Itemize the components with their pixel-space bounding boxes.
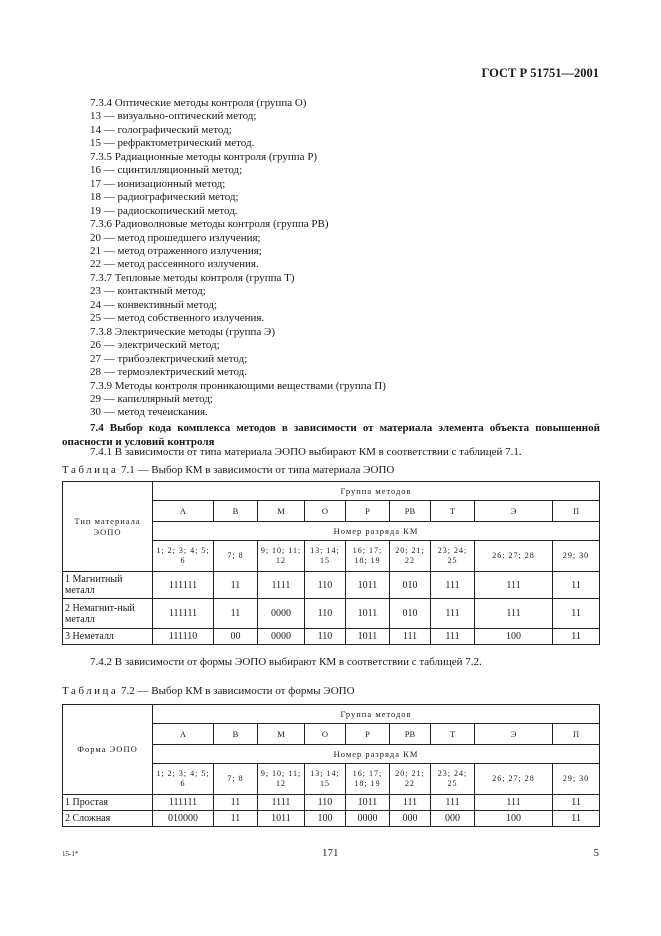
rank-cell: 26; 27; 28	[475, 764, 553, 795]
first-column-header: Форма ЭОПО	[63, 705, 153, 795]
table-row	[63, 572, 600, 599]
table-row	[63, 811, 600, 827]
page-number-right: 5	[593, 847, 599, 859]
group-letter-cell: РВ	[390, 501, 431, 522]
table-7-2	[62, 704, 600, 827]
rank-number-header: Номер разряда КМ	[153, 522, 600, 541]
rank-cell: 9; 10; 11; 12	[258, 541, 305, 572]
group-letter-cell: Т	[431, 501, 475, 522]
rank-cell: 7; 8	[214, 541, 258, 572]
code-cell: 1011	[258, 811, 305, 827]
list-line: 26 — электрический метод;	[90, 339, 220, 352]
group-letter-cell: М	[258, 724, 305, 745]
group-letter-cell: М	[258, 501, 305, 522]
code-cell: 11	[214, 811, 258, 827]
group-letter-cell: А	[153, 724, 214, 745]
code-cell: 111	[475, 572, 553, 599]
list-line: 14 — голографический метод;	[90, 123, 232, 136]
code-cell: 11	[553, 811, 600, 827]
rank-cell: 23; 24; 25	[431, 541, 475, 572]
code-cell: 111	[390, 629, 431, 645]
list-line: 17 — ионизационный метод;	[90, 177, 226, 190]
rank-cell: 29; 30	[553, 541, 600, 572]
table-row	[63, 795, 600, 811]
code-cell: 111	[431, 629, 475, 645]
list-line: 16 — сцинтилляционный метод;	[90, 164, 243, 177]
list-line: 30 — метод течеискания.	[90, 406, 208, 419]
list-line: 7.3.8 Электрические методы (группа Э)	[90, 325, 275, 338]
code-cell: 010	[390, 572, 431, 599]
code-cell: 11	[553, 599, 600, 629]
list-line: 20 — метод прошедшего излучения;	[90, 231, 261, 244]
code-cell: 110	[305, 795, 346, 811]
rank-cell: 23; 24; 25	[431, 764, 475, 795]
group-letter-cell: Э	[475, 724, 553, 745]
code-cell: 1011	[346, 795, 390, 811]
group-letter-cell: РВ	[390, 724, 431, 745]
rank-cell: 13; 14; 15	[305, 541, 346, 572]
rank-cell: 16; 17; 18; 19	[346, 541, 390, 572]
caption-word: Таблица	[62, 685, 119, 697]
code-cell: 000	[390, 811, 431, 827]
group-letter-cell: П	[553, 724, 600, 745]
group-letter-cell: В	[214, 501, 258, 522]
list-line: 18 — радиографический метод;	[90, 191, 239, 204]
code-cell: 111	[431, 572, 475, 599]
group-letter-cell: Э	[475, 501, 553, 522]
rank-cell: 20; 21; 22	[390, 764, 431, 795]
list-line: 7.3.5 Радиационные методы контроля (группа Р)	[90, 150, 318, 163]
code-cell: 0000	[258, 629, 305, 645]
list-line: 23 — контактный метод;	[90, 285, 206, 298]
code-cell: 100	[475, 629, 553, 645]
caption-word: Таблица	[62, 464, 119, 476]
code-cell: 11	[553, 795, 600, 811]
table-7-2-caption	[62, 685, 355, 697]
code-cell: 11	[553, 572, 600, 599]
rank-cell: 7; 8	[214, 764, 258, 795]
rank-cell: 16; 17; 18; 19	[346, 764, 390, 795]
code-cell: 010000	[153, 811, 214, 827]
code-cell: 00	[214, 629, 258, 645]
caption-text: 7.2 — Выбор КМ в зависимости от формы ЭОПО	[118, 685, 355, 697]
table-7-1	[62, 481, 600, 645]
code-cell: 111	[475, 599, 553, 629]
code-cell: 111	[431, 795, 475, 811]
code-cell: 110	[305, 572, 346, 599]
code-cell: 111110	[153, 629, 214, 645]
group-letter-cell: Р	[346, 501, 390, 522]
list-line: 13 — визуально-оптический метод;	[90, 110, 257, 123]
list-line: 27 — трибоэлектрический метод;	[90, 352, 248, 365]
page-number-center: 171	[322, 847, 339, 859]
table-row	[63, 599, 600, 629]
document-header: ГОСТ Р 51751—2001	[481, 66, 599, 80]
row-label: 1 Простая	[63, 795, 153, 811]
code-cell: 11	[214, 795, 258, 811]
code-cell: 1011	[346, 572, 390, 599]
code-cell: 11	[214, 572, 258, 599]
group-letter-cell: В	[214, 724, 258, 745]
group-methods-header: Группа методов	[153, 482, 600, 501]
code-cell: 1111	[258, 572, 305, 599]
list-line: 28 — термоэлектрический метод.	[90, 366, 248, 379]
code-cell: 111111	[153, 599, 214, 629]
row-label: 2 Сложная	[63, 811, 153, 827]
code-cell: 111	[431, 599, 475, 629]
list-line: 7.3.9 Методы контроля проникающими веществами (группа П)	[90, 379, 386, 392]
code-cell: 0000	[258, 599, 305, 629]
list-line: 7.3.7 Тепловые методы контроля (группа Т)	[90, 271, 295, 284]
group-methods-header: Группа методов	[153, 705, 600, 724]
row-label: 3 Неметалл	[63, 629, 153, 645]
rank-cell: 1; 2; 3; 4; 5; 6	[153, 764, 214, 795]
list-line: 19 — радиоскопический метод.	[90, 204, 238, 217]
list-line: 22 — метод рассеянного излучения.	[90, 258, 259, 271]
rank-cell: 20; 21; 22	[390, 541, 431, 572]
row-label: 2 Немагнит-ный металл	[63, 599, 153, 629]
row-label: 1 Магнитный металл	[63, 572, 153, 599]
rank-cell: 29; 30	[553, 764, 600, 795]
list-line: 24 — конвективный метод;	[90, 298, 218, 311]
code-cell: 111	[390, 795, 431, 811]
caption-text: 7.1 — Выбор КМ в зависимости от типа материала ЭОПО	[118, 464, 395, 476]
code-cell: 11	[553, 629, 600, 645]
list-line: 7.3.6 Радиоволновые методы контроля (группа РВ)	[90, 218, 329, 231]
list-line: 25 — метод собственного излучения.	[90, 312, 265, 325]
section-7-4-heading: 7.4 Выбор кода комплекса методов в зависимости от материала элемента объекта повышенной опасности и условий контроля	[62, 422, 600, 448]
code-cell: 1111	[258, 795, 305, 811]
group-letter-cell: Р	[346, 724, 390, 745]
rank-cell: 26; 27; 28	[475, 541, 553, 572]
code-cell: 110	[305, 629, 346, 645]
group-letter-cell: О	[305, 501, 346, 522]
code-cell: 110	[305, 599, 346, 629]
rank-cell: 13; 14; 15	[305, 764, 346, 795]
list-line: 7.3.4 Оптические методы контроля (группа О)	[90, 97, 307, 109]
code-cell: 1011	[346, 599, 390, 629]
paragraph-7-4-1: 7.4.1 В зависимости от типа материала ЭОПО выбирают КМ в соответствии с таблицей 7.1.	[90, 446, 522, 458]
code-cell: 000	[431, 811, 475, 827]
code-cell: 1011	[346, 629, 390, 645]
list-line: 15 — рефрактометрический метод.	[90, 137, 255, 150]
list-line: 29 — капиллярный метод;	[90, 392, 213, 405]
first-column-header: Тип материала ЭОПО	[63, 482, 153, 572]
code-cell: 111111	[153, 795, 214, 811]
code-cell: 100	[475, 811, 553, 827]
method-list	[90, 97, 605, 420]
footer-left: 15-1*	[62, 850, 79, 858]
code-cell: 11	[214, 599, 258, 629]
list-line: 21 — метод отраженного излучения;	[90, 244, 262, 257]
rank-cell: 1; 2; 3; 4; 5; 6	[153, 541, 214, 572]
table-row	[63, 629, 600, 645]
rank-cell: 9; 10; 11; 12	[258, 764, 305, 795]
code-cell: 111111	[153, 572, 214, 599]
code-cell: 100	[305, 811, 346, 827]
code-cell: 010	[390, 599, 431, 629]
code-cell: 111	[475, 795, 553, 811]
group-letter-cell: А	[153, 501, 214, 522]
group-letter-cell: О	[305, 724, 346, 745]
code-cell: 0000	[346, 811, 390, 827]
table-7-1-caption	[62, 464, 394, 476]
group-letter-cell: Т	[431, 724, 475, 745]
group-letter-cell: П	[553, 501, 600, 522]
rank-number-header: Номер разряда КМ	[153, 745, 600, 764]
paragraph-7-4-2: 7.4.2 В зависимости от формы ЭОПО выбирают КМ в соответствии с таблицей 7.2.	[90, 656, 482, 668]
